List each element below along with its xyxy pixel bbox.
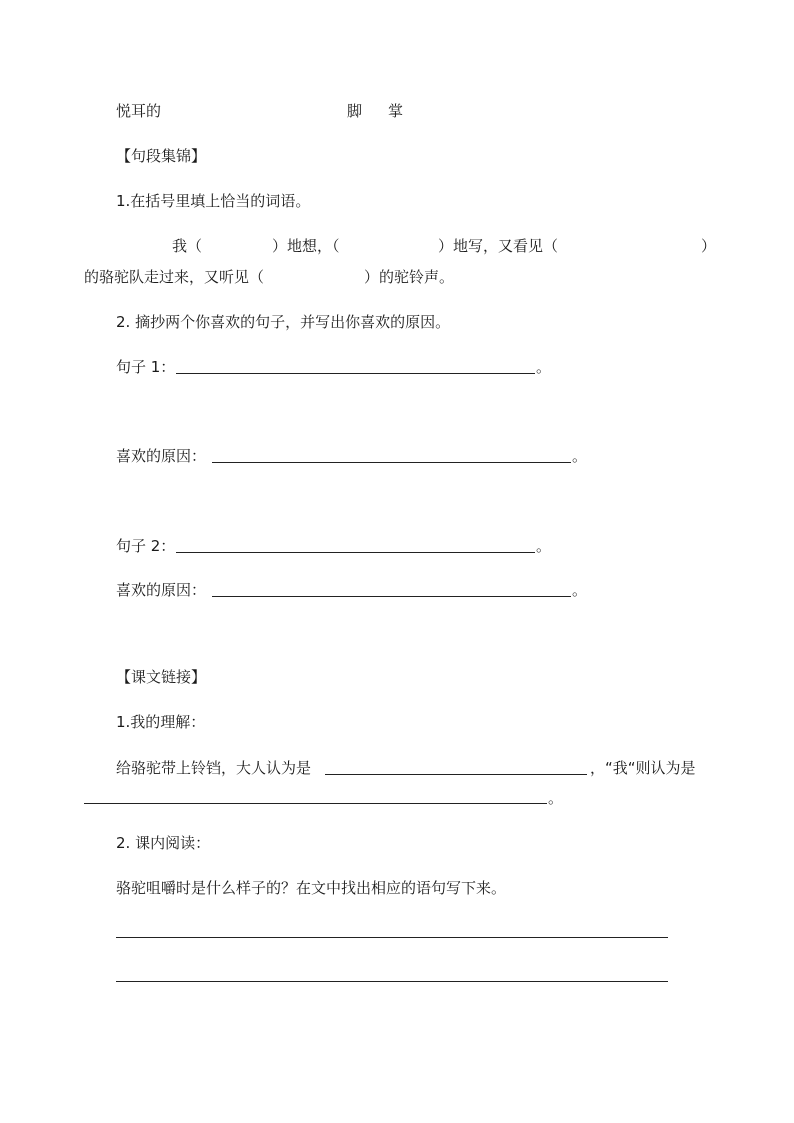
reason2-end-mark: 。 [572,581,588,599]
sentence1-answer-line[interactable] [176,373,535,374]
q1-line1-part1: 我（ [172,237,203,255]
link-q2-answer-line-1[interactable] [116,937,668,938]
sentence2-answer-line[interactable] [176,552,535,553]
q1-line2-part2: ）的驼铃声。 [364,268,455,286]
link-q1-adult-answer-line[interactable] [325,774,587,775]
q1-blank-3[interactable] [565,236,700,256]
reason1-answer-line[interactable] [212,462,571,463]
word-left: 悦耳的 [116,102,162,120]
word-right-char-1: 脚 [347,102,363,120]
q1-line1-part2: ）地想，（ [272,237,340,255]
sentence2-label: 句子 2： [116,537,176,555]
q1-blank-2[interactable] [357,236,437,256]
reason1-end-mark: 。 [572,447,588,465]
sentence1-label: 句子 1： [116,358,176,376]
link-q2-title: 2. 课内阅读： [116,834,211,852]
reason1-label: 喜欢的原因： [116,447,207,465]
link-q1-line-part2: ，“我“则认为是 [590,759,696,777]
link-q2-answer-line-2[interactable] [116,981,668,982]
q1-line1-part4: ） [701,237,717,255]
q1-blank-4[interactable] [280,267,364,287]
word-right-char-2: 掌 [388,102,404,120]
section-heading-sentences: 【句段集锦】 [116,147,207,165]
link-q1-me-answer-line[interactable] [84,803,547,804]
q1-line2-part1: 的骆驼队走过来，又听见（ [84,268,265,286]
link-q1-title: 1.我的理解： [116,713,206,731]
sentence2-end-mark: 。 [536,537,552,555]
link-q2-question: 骆驼咀嚼时是什么样子的？在文中找出相应的语句写下来。 [116,879,507,897]
link-q1-line-part1: 给骆驼带上铃铛，大人认为是 [116,759,312,777]
reason2-answer-line[interactable] [212,596,571,597]
q1-blank-1[interactable] [208,236,272,256]
q1-title: 1.在括号里填上恰当的词语。 [116,192,311,210]
reason2-label: 喜欢的原因： [116,581,207,599]
section-heading-text-link: 【课文链接】 [116,668,207,686]
sentence1-end-mark: 。 [536,358,552,376]
link-q1-end-mark: 。 [548,789,564,807]
q1-line1-part3: ）地写，又看见（ [438,237,559,255]
q2-title: 2. 摘抄两个你喜欢的句子，并写出你喜欢的原因。 [116,313,451,331]
